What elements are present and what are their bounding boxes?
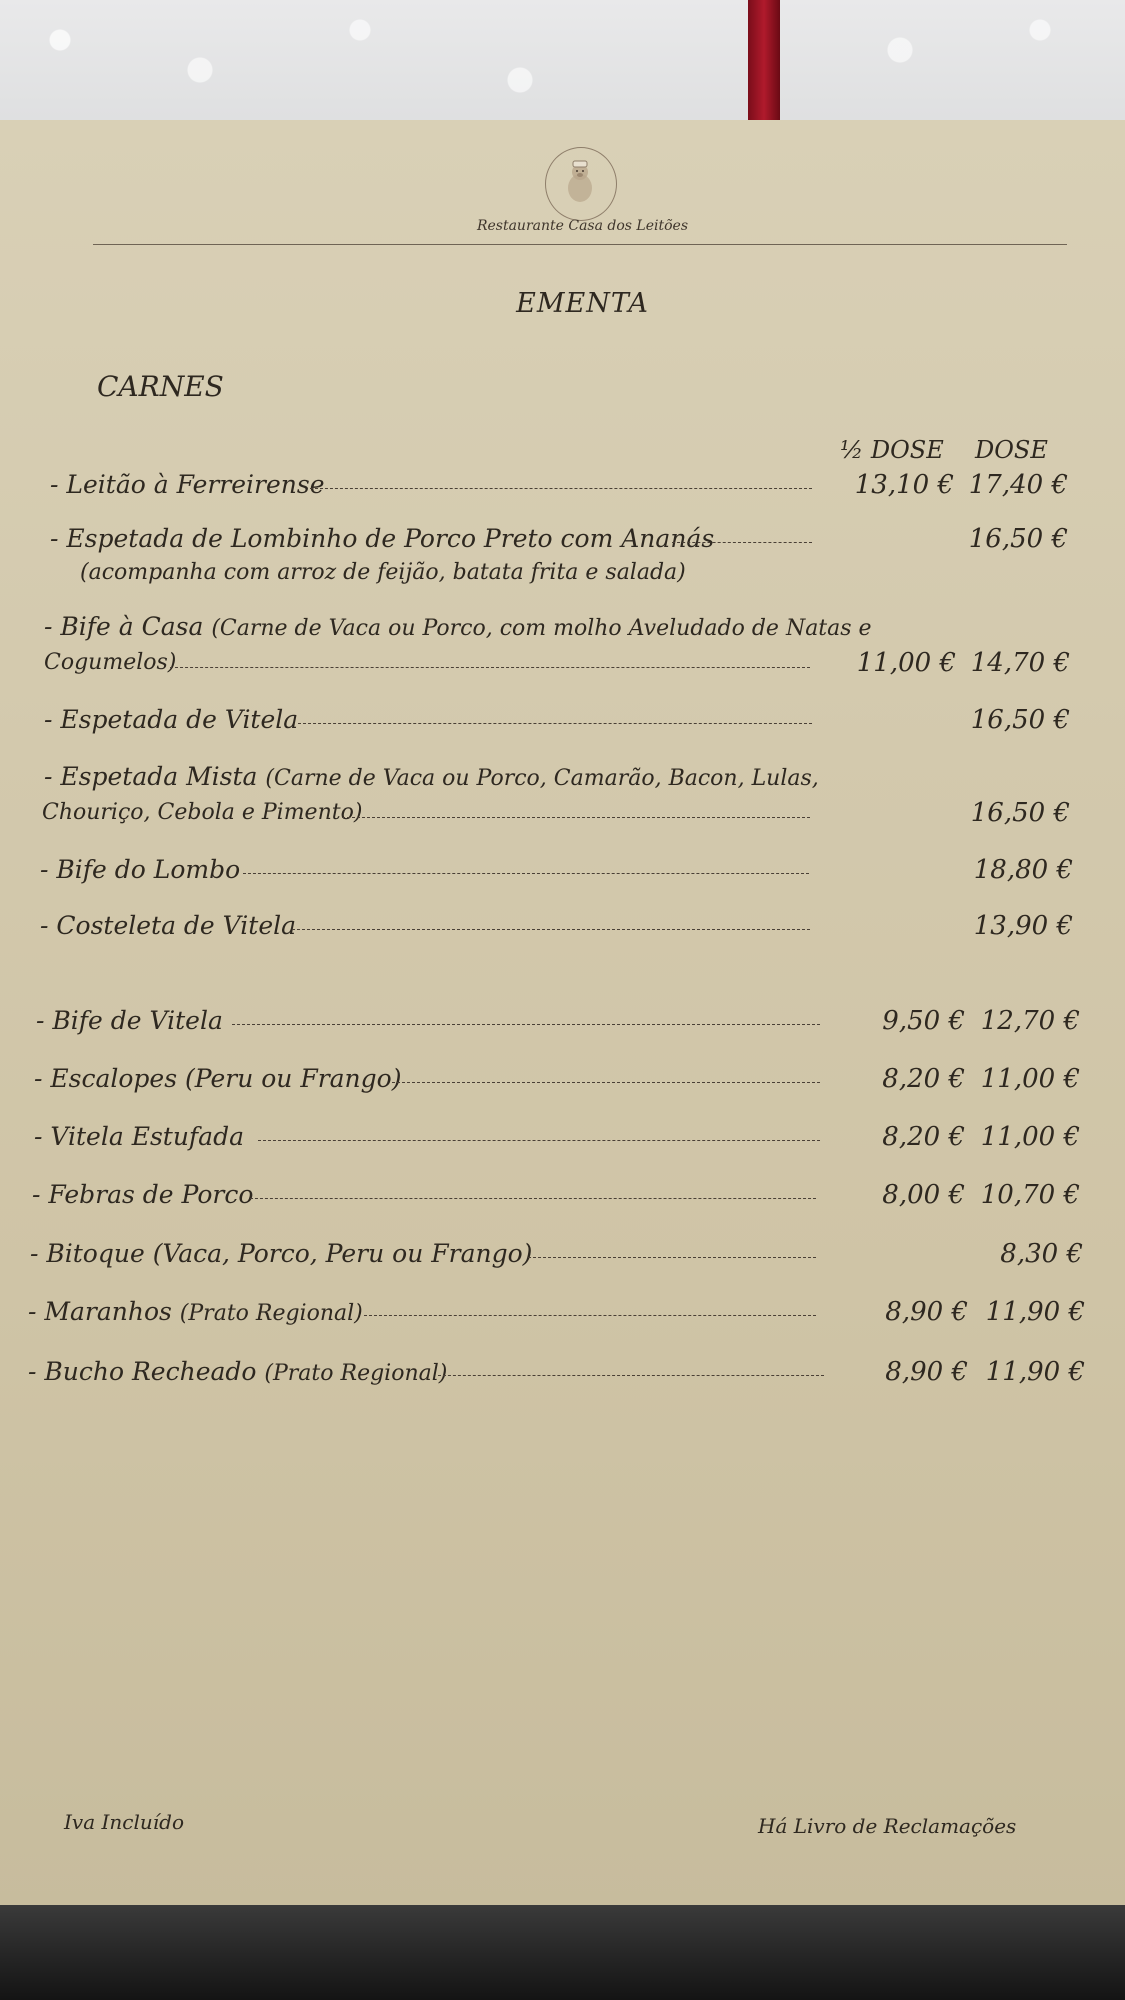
price-half: 8,00 € <box>882 1180 965 1210</box>
menu-item-bife-vitela: - Bife de Vitela <box>36 1006 223 1035</box>
leader-dots <box>672 542 812 543</box>
price-half: 11,00 € <box>856 648 956 678</box>
price-full: 16,50 € <box>968 524 1068 554</box>
item-detail: (Carne de Vaca ou Porco, Camarão, Bacon, Lulas, <box>265 766 819 791</box>
leader-dots <box>170 667 810 668</box>
section-heading: CARNES <box>97 370 224 403</box>
leader-dots <box>364 1315 816 1316</box>
price-half: 9,50 € <box>882 1006 965 1036</box>
menu-item-bitoque: - Bitoque (Vaca, Porco, Peru ou Frango) <box>30 1239 533 1268</box>
header-divider <box>93 244 1067 245</box>
leader-dots <box>392 1082 820 1083</box>
price-full: 13,90 € <box>973 911 1073 941</box>
price-full: 11,00 € <box>980 1122 1080 1152</box>
item-name: - Bucho Recheado <box>28 1357 257 1386</box>
restaurant-name: Restaurante Casa dos Leitões <box>476 218 689 234</box>
leader-dots <box>528 1257 816 1258</box>
menu-item-febras-porco: - Febras de Porco <box>32 1180 254 1209</box>
leader-dots <box>250 1198 816 1199</box>
price-full: 14,70 € <box>970 648 1070 678</box>
full-dose-header: DOSE <box>975 436 1048 464</box>
leader-dots <box>292 929 810 930</box>
vat-included-note: Iva Incluído <box>64 1810 184 1834</box>
price-full: 10,70 € <box>980 1180 1080 1210</box>
complaints-book-note: Há Livro de Reclamações <box>758 1814 1017 1838</box>
item-name: - Maranhos <box>28 1297 172 1326</box>
price-full: 16,50 € <box>970 798 1070 828</box>
menu-item-leitao: - Leitão à Ferreirense <box>50 470 325 499</box>
menu-item-espetada-lombinho: - Espetada de Lombinho de Porco Preto com Ananás <box>50 524 715 553</box>
price-half: 8,90 € <box>885 1297 968 1327</box>
table-edge-shadow <box>0 1905 1125 2000</box>
price-full: 16,50 € <box>970 705 1070 735</box>
price-full: 18,80 € <box>973 855 1073 885</box>
leader-dots <box>310 488 812 489</box>
leader-dots <box>243 873 809 874</box>
price-full: 11,90 € <box>985 1297 1085 1327</box>
price-full: 8,30 € <box>1000 1239 1083 1269</box>
price-half: 8,90 € <box>885 1357 968 1387</box>
menu-item-escalopes: - Escalopes (Peru ou Frango) <box>34 1064 402 1093</box>
price-half: 13,10 € <box>854 470 954 500</box>
price-full: 11,90 € <box>985 1357 1085 1387</box>
menu-item-espetada-mista <box>44 762 819 791</box>
pig-chef-icon <box>558 158 602 208</box>
half-dose-header: ½ DOSE <box>840 436 944 464</box>
menu-item-bucho-recheado <box>28 1357 447 1386</box>
price-full: 11,00 € <box>980 1064 1080 1094</box>
leader-dots <box>438 1375 824 1376</box>
item-detail: (Prato Regional) <box>179 1301 363 1326</box>
item-name: - Bife à Casa <box>44 612 204 641</box>
menu-title: EMENTA <box>516 288 649 319</box>
leader-dots <box>342 817 810 818</box>
leader-dots <box>232 1024 820 1025</box>
menu-item-espetada-vitela: - Espetada de Vitela <box>44 705 299 734</box>
tablecloth-pattern <box>0 0 1125 120</box>
price-half: 8,20 € <box>882 1122 965 1152</box>
menu-item-bife-casa <box>44 612 872 641</box>
item-detail-continued: Cogumelos) <box>44 650 177 675</box>
leader-dots <box>258 1140 820 1141</box>
menu-page <box>0 120 1125 1912</box>
item-detail-continued: Chouriço, Cebola e Pimento) <box>42 800 363 825</box>
leader-dots <box>298 723 812 724</box>
price-full: 12,70 € <box>980 1006 1080 1036</box>
menu-item-maranhos <box>28 1297 363 1326</box>
item-detail: (Prato Regional) <box>264 1361 448 1386</box>
menu-item-vitela-estufada: - Vitela Estufada <box>34 1122 244 1151</box>
price-full: 17,40 € <box>968 470 1068 500</box>
item-name: - Espetada Mista <box>44 762 258 791</box>
menu-item-bife-lombo: - Bife do Lombo <box>40 855 241 884</box>
price-half: 8,20 € <box>882 1064 965 1094</box>
red-ribbon-bookmark <box>748 0 780 122</box>
menu-item-note: (acompanha com arroz de feijão, batata frita e salada) <box>80 560 686 585</box>
item-detail: (Carne de Vaca ou Porco, com molho Aveludado de Natas e <box>211 616 872 641</box>
menu-item-costeleta-vitela: - Costeleta de Vitela <box>40 911 297 940</box>
restaurant-logo <box>545 147 617 221</box>
